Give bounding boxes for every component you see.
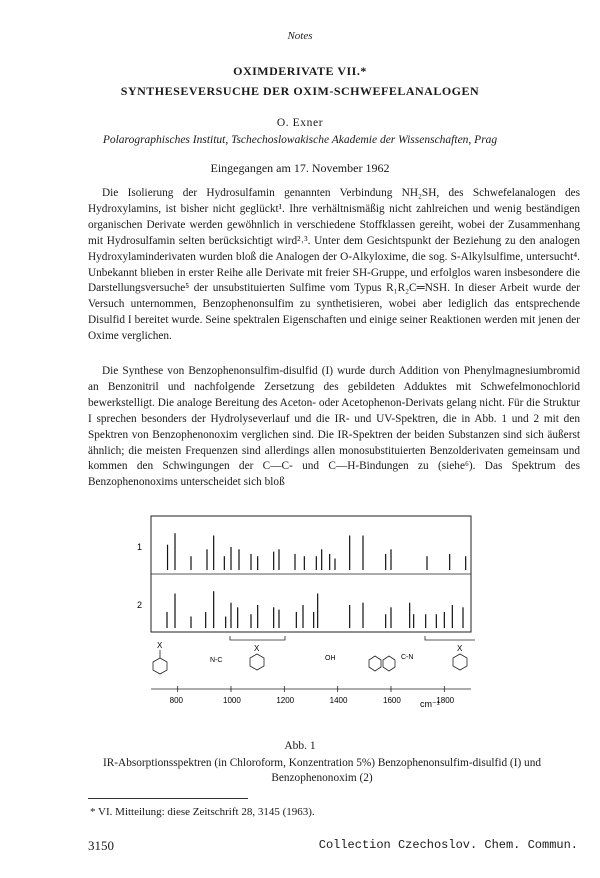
- figure-caption: Abb. 1: [284, 740, 316, 752]
- footnote: * VI. Mitteilung: diese Zeitschrift 28, 3145 (1963).: [90, 806, 315, 818]
- struct-x-1: X: [157, 641, 163, 650]
- x-tick-label: 1600: [383, 696, 401, 705]
- bracket-2: [425, 636, 475, 640]
- series-1-bars: [168, 533, 466, 570]
- bracket-1: [230, 636, 285, 640]
- series-2-bars: [167, 591, 463, 628]
- paragraph-1: Die Isolierung der Hydrosulfamin genannten Verbindung NH₂SH, des Schwefelanalogen des Hydroxylamins, ist bisher nicht geglückt¹. Ihre verhältnismäßig nicht zahlreichen und wenig beständigen organischen Derivate werden gewöhnlich in verschiedene Stoffklassen gereiht, wobei der Zusammenhang mit Hydrosulfamin selten berücksichtigt wird²˒³. Unter dem Gesichtspunkt der Beziehung zu den analogen Hydroxylaminderivaten wurden bloß die Analogen der O-Alkyloxime, die sog. S-Alkylsulfime, untersucht⁴. Unbekannt blieben in erster Reihe alle Derivate mit freier SH-Gruppe, und erfolglos waren insbesondere die Darstellungsversuche⁵ der unsubstituierten Sulfime vom Typus R₁R₂C═NSH. In dieser Arbeit wurde der Versuch unternommen, Benzophenonsulfim zu synthetisieren, wobei aber lediglich das entsprechende Disulfid I bereitet wurde. Seine spektralen Eigenschaften und einige seiner Reaktionen werden mit jenen der Oxime verglichen.: [88, 187, 580, 343]
- x-tick-label: 1800: [436, 696, 455, 705]
- row-label-1: 1: [137, 542, 143, 552]
- figure-description: IR-Absorptionsspektren (in Chloroform, Konzentration 5%) Benzophenonsulfim-disulfid (I) und Benzophenonoxim (2): [103, 757, 541, 784]
- author: O. Exner: [276, 117, 324, 129]
- x-tick-label: 800: [169, 696, 184, 705]
- ir-spectra-figure: [135, 508, 475, 708]
- group-label-nc: N-C: [210, 657, 223, 664]
- group-label-oh: OH: [325, 655, 336, 662]
- x-unit-label: cm⁻¹: [420, 699, 440, 708]
- article-title: OXIMDERIVATE VII.*: [233, 64, 367, 78]
- group-label-cn: C-N: [401, 654, 414, 661]
- benzene-ring-3: [369, 656, 381, 671]
- received-date: Eingegangen am 17. November 1962: [210, 161, 390, 175]
- footnote-rule: [88, 798, 248, 799]
- x-tick-label: 1200: [276, 696, 295, 705]
- page-number: 3150: [88, 838, 114, 853]
- benzene-ring-5: [453, 654, 467, 670]
- article-subtitle: SYNTHESEVERSUCHE DER OXIM-SCHWEFELANALOGEN: [120, 84, 480, 98]
- paragraph-2: Die Synthese von Benzophenonsulfim-disulfid (I) wurde durch Addition von Phenylmagnesiumbromid an Benzonitril und nachfolgende Zersetzung des gebildeten Adduktes mit Schwefelmonochlorid bewerkstelligt. Die analoge Bereitung des Aceton- oder Acetophenon-Derivats gelang nicht. Für die Struktur I sprechen besonders der Hydrolyseverlauf und die IR- und UV-Spektren, die in Abb. 1 und 2 mit den Spektren von Benzophenonoxim verglichen sind. Die IR-Spektren der beiden Substanzen sind sich äußerst ähnlich; die meisten Frequenzen sind allerdings allen monosubstituierten Benzolderivaten gemeinsam und kommen den Schwingungen der C—C- und C—H-Bindungen zu (siehe⁶). Das Spektrum des Benzophenonoxims unterscheidet sich bloß: [88, 365, 580, 489]
- running-header: Notes: [287, 30, 313, 42]
- benzene-ring-2: [250, 654, 264, 670]
- affiliation: Polarographisches Institut, Tschechoslowakische Akademie der Wissenschaften, Prag: [102, 134, 498, 146]
- x-tick-label: 1400: [329, 696, 348, 705]
- struct-x-3: X: [457, 644, 463, 653]
- struct-x-2: X: [254, 644, 260, 653]
- journal-name: Collection Czechoslov. Chem. Commun.: [318, 838, 578, 852]
- x-tick-label: 1000: [223, 696, 241, 705]
- row-label-2: 2: [137, 600, 143, 610]
- benzene-ring-1: [153, 658, 167, 674]
- structure-sketches: [153, 636, 475, 674]
- benzene-ring-4: [383, 656, 395, 671]
